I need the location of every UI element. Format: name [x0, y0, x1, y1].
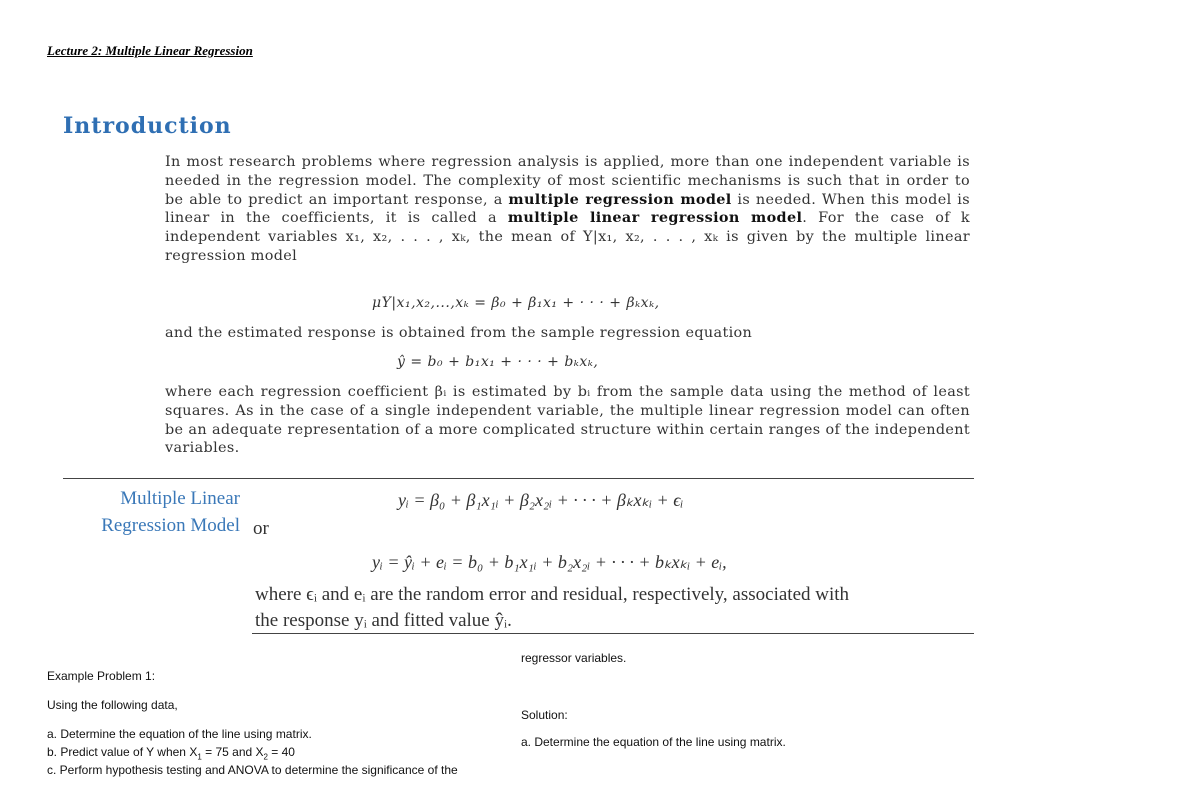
example-title: Example Problem 1: — [47, 669, 156, 683]
intro-text: In most research problems where regression analysis is applied, more than one independent variable is needed in the regression model. The complexity of most scientific mechanisms is such that in order to be able to predict an important response, a — [165, 154, 970, 208]
example-item-c: c. Perform hypothesis testing and ANOVA to determine the significance of the — [47, 763, 458, 777]
equation-mean-model: μY|x₁,x₂,...,xₖ = β₀ + β₁x₁ + · · · + βₖxₖ, — [372, 295, 660, 311]
model-label-line-1: Multiple Linear — [120, 488, 240, 509]
intro-paragraph-3: where each regression coefficient βᵢ is estimated by bᵢ from the sample data using the method of least squares. As in the case of a single independent variable, the multiple linear regression model can often be an adequate representation of a more complicated structure within certain ranges of the independent variables. — [165, 384, 970, 457]
model-note-line-2: the response yᵢ and fitted value ŷᵢ. — [255, 610, 512, 631]
subscript-2: 2 — [263, 752, 268, 762]
lecture-title: Lecture 2: Multiple Linear Regression — [47, 43, 253, 58]
example-item-b — [47, 745, 295, 761]
solution-title: Solution: — [521, 708, 568, 722]
section-title-introduction: Introduction — [63, 113, 232, 139]
equation-fitted-model: yᵢ = ŷᵢ + eᵢ = b₀ + b₁x₁ᵢ + b₂x₂ᵢ + · · · + bₖxₖᵢ + eᵢ, — [372, 552, 727, 572]
box-bottom-rule — [252, 633, 974, 634]
model-label-line-2: Regression Model — [101, 515, 240, 536]
subscript-1: 1 — [197, 752, 202, 762]
bold-term-multiple-linear-regression: multiple linear regression model — [507, 209, 803, 227]
example-item-c-continued: regressor variables. — [521, 651, 627, 665]
box-top-rule — [63, 478, 974, 479]
equation-model: yᵢ = β₀ + β₁x₁ᵢ + β₂x₂ᵢ + · · · + βₖxₖᵢ + ϵᵢ — [398, 490, 684, 510]
equation-estimated-response: ŷ = b₀ + b₁x₁ + · · · + bₖxₖ, — [397, 354, 599, 370]
item-b-text: = 75 and X — [201, 745, 264, 759]
intro-paragraph-2: and the estimated response is obtained from the sample regression equation — [165, 325, 753, 341]
or-text: or — [253, 518, 269, 539]
bold-term-multiple-regression: multiple regression model — [508, 190, 732, 208]
model-box-label — [60, 485, 240, 539]
intro-text: is needed. When this model is linear in the coefficients, it is called a — [165, 191, 970, 227]
item-b-text: = 40 — [267, 745, 295, 759]
intro-paragraph-1 — [165, 153, 970, 266]
solution-item-a: a. Determine the equation of the line using matrix. — [521, 735, 786, 749]
example-intro: Using the following data, — [47, 698, 178, 712]
item-b-text: b. Predict value of Y when X — [47, 745, 198, 759]
intro-text: . For the case of k independent variables x₁, x₂, . . . , xₖ, the mean of Y|x₁, x₂, . . . , xₖ is given by the multiple linear regression model — [165, 210, 971, 264]
example-item-a: a. Determine the equation of the line using matrix. — [47, 727, 312, 741]
model-note-line-1: where ϵᵢ and eᵢ are the random error and residual, respectively, associated with — [255, 584, 850, 605]
